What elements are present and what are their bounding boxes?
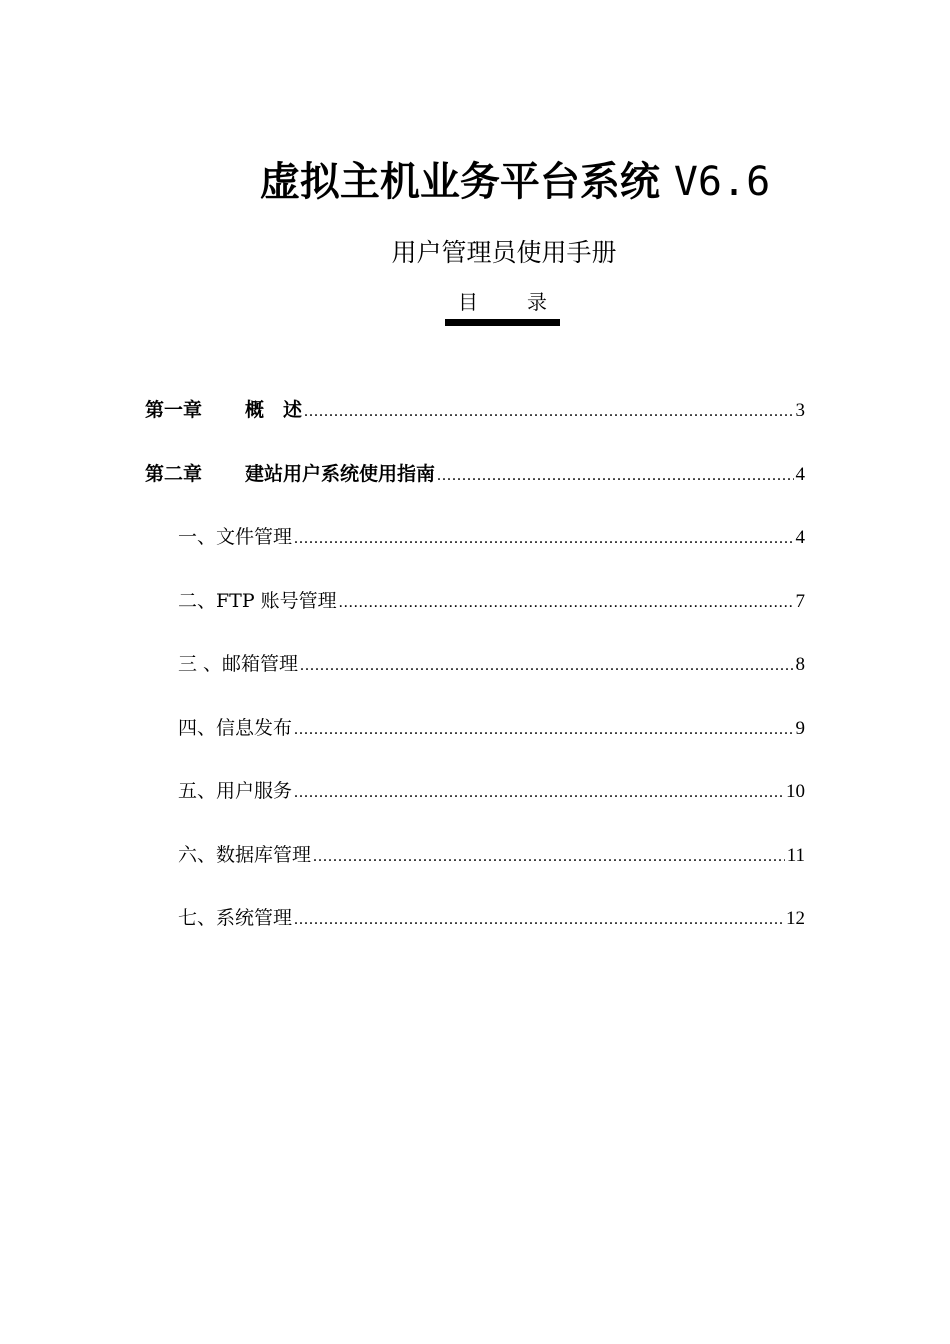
toc-chapter-label (145, 395, 302, 422)
toc-section-1[interactable] (145, 522, 805, 586)
title-text: 虚拟主机业务平台系统 (259, 159, 660, 205)
dot-leader (294, 530, 793, 548)
toc-section-7[interactable] (145, 903, 805, 967)
dot-leader (437, 467, 793, 485)
dot-leader (313, 848, 785, 866)
toc-chapter-2[interactable] (145, 459, 805, 523)
chapter-title: 概 述 (245, 399, 303, 421)
version-text: V6.6 (673, 159, 771, 205)
dot-leader (294, 911, 784, 929)
dot-leader (339, 594, 794, 612)
chapter-number: 第一章 (145, 399, 203, 421)
chapter-title: 建站用户系统使用指南 (245, 462, 436, 485)
page-number: 7 (795, 590, 805, 612)
page-number: 4 (795, 527, 805, 548)
page-number: 10 (786, 781, 805, 802)
page-number: 3 (795, 400, 805, 421)
section-title: 二、FTP 账号管理 (178, 589, 337, 612)
document-title (0, 150, 950, 207)
section-title: 五、用户服务 (178, 780, 293, 802)
toc-section-4[interactable] (145, 713, 805, 777)
dot-leader (294, 721, 793, 739)
toc-section-6[interactable] (145, 840, 805, 904)
chapter-number: 第二章 (145, 462, 203, 485)
dot-leader (304, 403, 793, 421)
dot-leader (300, 657, 793, 675)
page-number: 8 (795, 654, 805, 675)
section-title: 七、系统管理 (178, 907, 293, 929)
section-title: 三 、邮箱管理 (178, 653, 299, 675)
toc-section-2[interactable] (145, 586, 805, 650)
dot-leader (294, 784, 784, 802)
page-number: 12 (786, 908, 805, 929)
toc-section-5[interactable] (145, 776, 805, 840)
section-title: 四、信息发布 (178, 716, 293, 739)
toc-chapter-label (145, 459, 435, 486)
table-of-contents (145, 395, 805, 967)
toc-section-3[interactable] (145, 649, 805, 713)
toc-heading-underline (445, 319, 560, 326)
toc-chapter-1[interactable] (145, 395, 805, 459)
page-number: 4 (795, 463, 805, 485)
section-title: 六、数据库管理 (178, 843, 312, 866)
toc-heading-right: 录 (527, 290, 547, 314)
toc-heading-left: 目 (458, 290, 478, 314)
page-number: 11 (786, 844, 805, 866)
toc-heading (445, 286, 560, 315)
section-title: 一、文件管理 (178, 526, 293, 548)
document-subtitle: 用户管理员使用手册 (391, 238, 617, 267)
page-number: 9 (795, 717, 805, 739)
